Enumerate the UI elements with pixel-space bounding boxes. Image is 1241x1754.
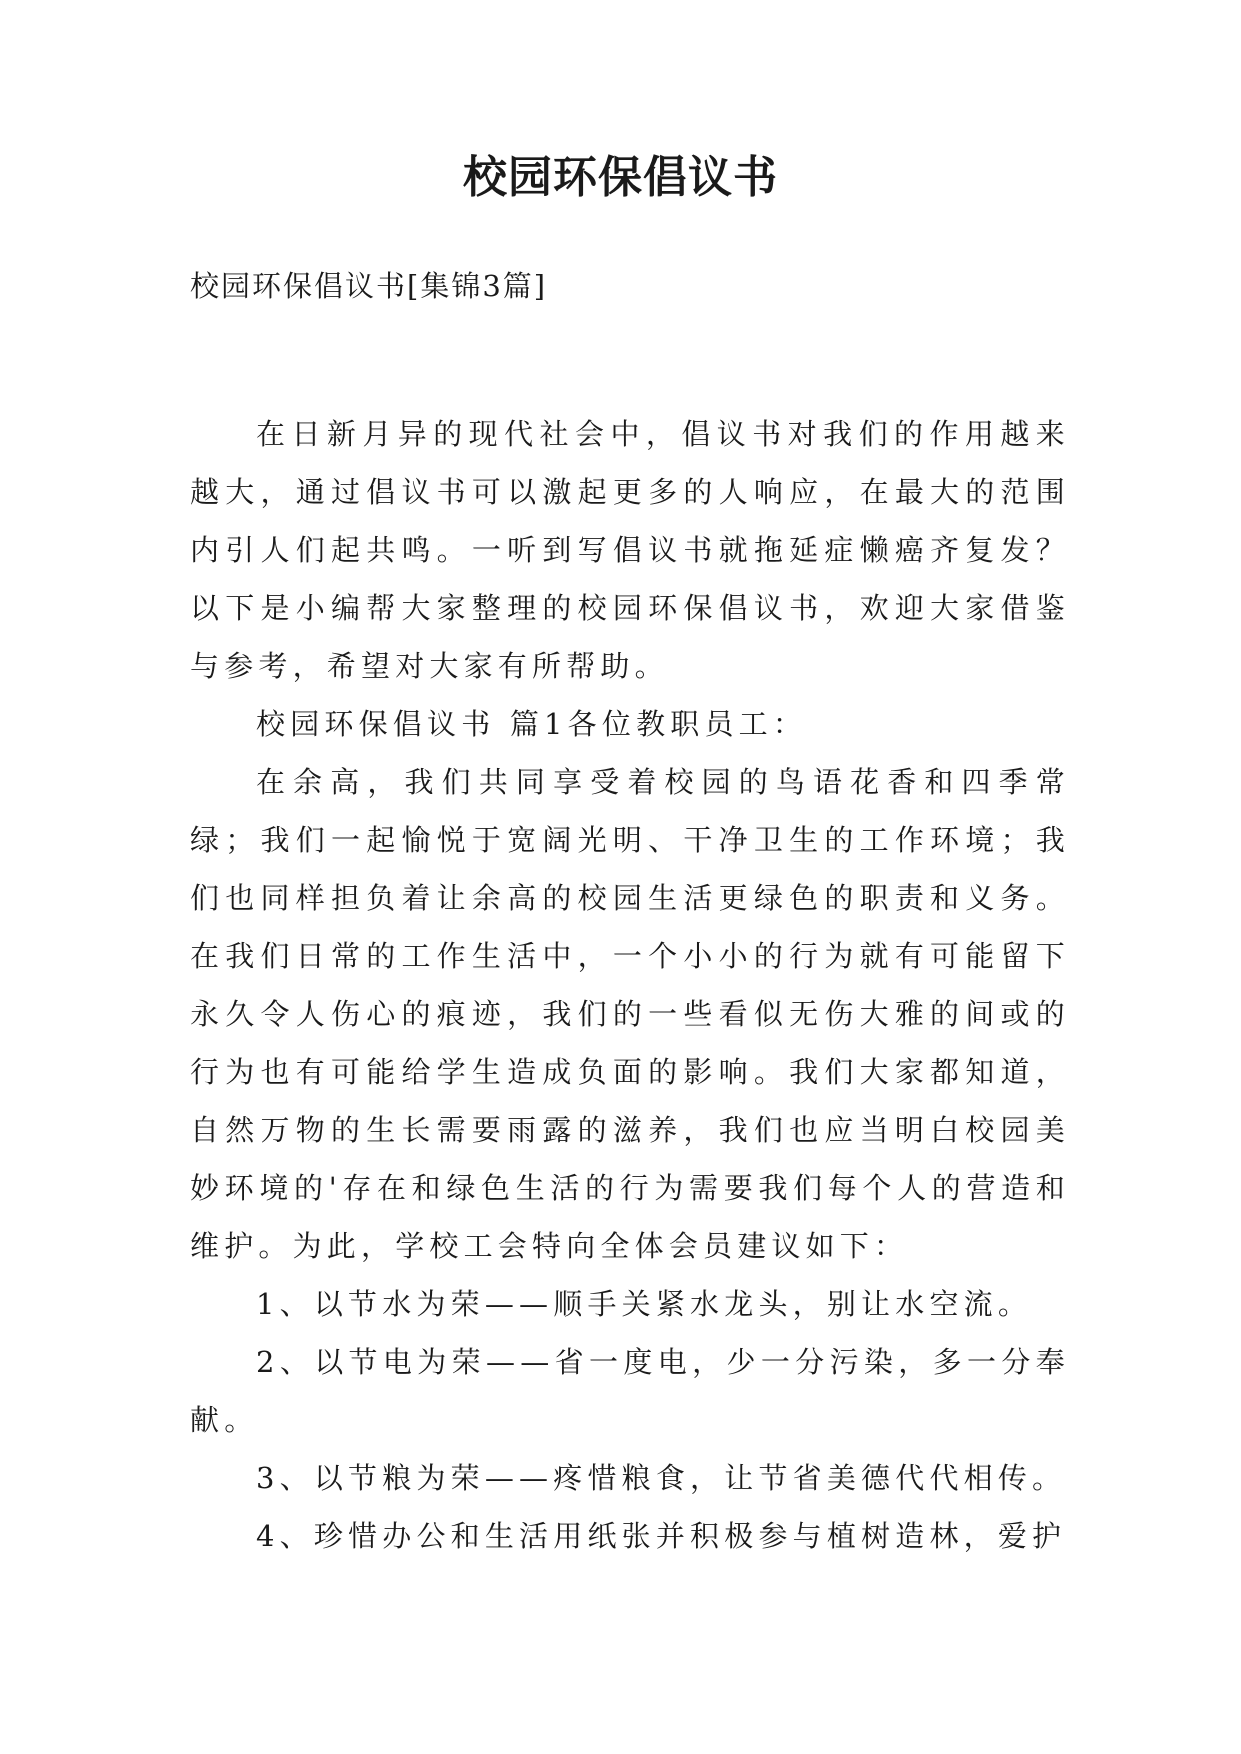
list-item-food: 3、以节粮为荣——疼惜粮食，让节省美德代代相传。 <box>256 1461 1067 1495</box>
list-item-water: 1、以节水为荣——顺手关紧水龙头，别让水空流。 <box>256 1287 1033 1321</box>
paragraph-section-heading: 校园环保倡议书 篇1各位教职员工： <box>256 707 808 741</box>
list-item-paper: 4、珍惜办公和生活用纸张并积极参与植树造林，爱护 <box>256 1519 1067 1553</box>
list-item-electricity: 2、以节电为荣——省一度电，少一分污染，多一分奉献。 <box>190 1345 1070 1437</box>
paragraph-main: 在余高，我们共同享受着校园的鸟语花香和四季常绿；我们一起愉悦于宽阔光明、干净卫生的工作环境；我们也同样担负着让余高的校园生活更绿色的职责和义务。在我们日常的工作生活中，一个小小的行为就有可能留下永久令人伤心的痕迹，我们的一些看似无伤大雅的间或的行为也有可能给学生造成负面的影响。我们大家都知道，自然万物的生长需要雨露的滋养，我们也应当明白校园美妙环境的'存在和绿色生活的行为需要我们每个人的营造和维护。为此，学校工会特向全体会员建议如下： <box>190 765 1070 1263</box>
document-body <box>190 405 1070 1565</box>
document-subtitle: 校园环保倡议书[集锦3篇] <box>190 269 548 303</box>
document-title: 校园环保倡议书 <box>463 152 778 203</box>
paragraph-intro: 在日新月异的现代社会中，倡议书对我们的作用越来越大，通过倡议书可以激起更多的人响应，在最大的范围内引人们起共鸣。一听到写倡议书就拖延症懒癌齐复发？以下是小编帮大家整理的校园环保倡议书，欢迎大家借鉴与参考，希望对大家有所帮助。 <box>190 417 1070 683</box>
